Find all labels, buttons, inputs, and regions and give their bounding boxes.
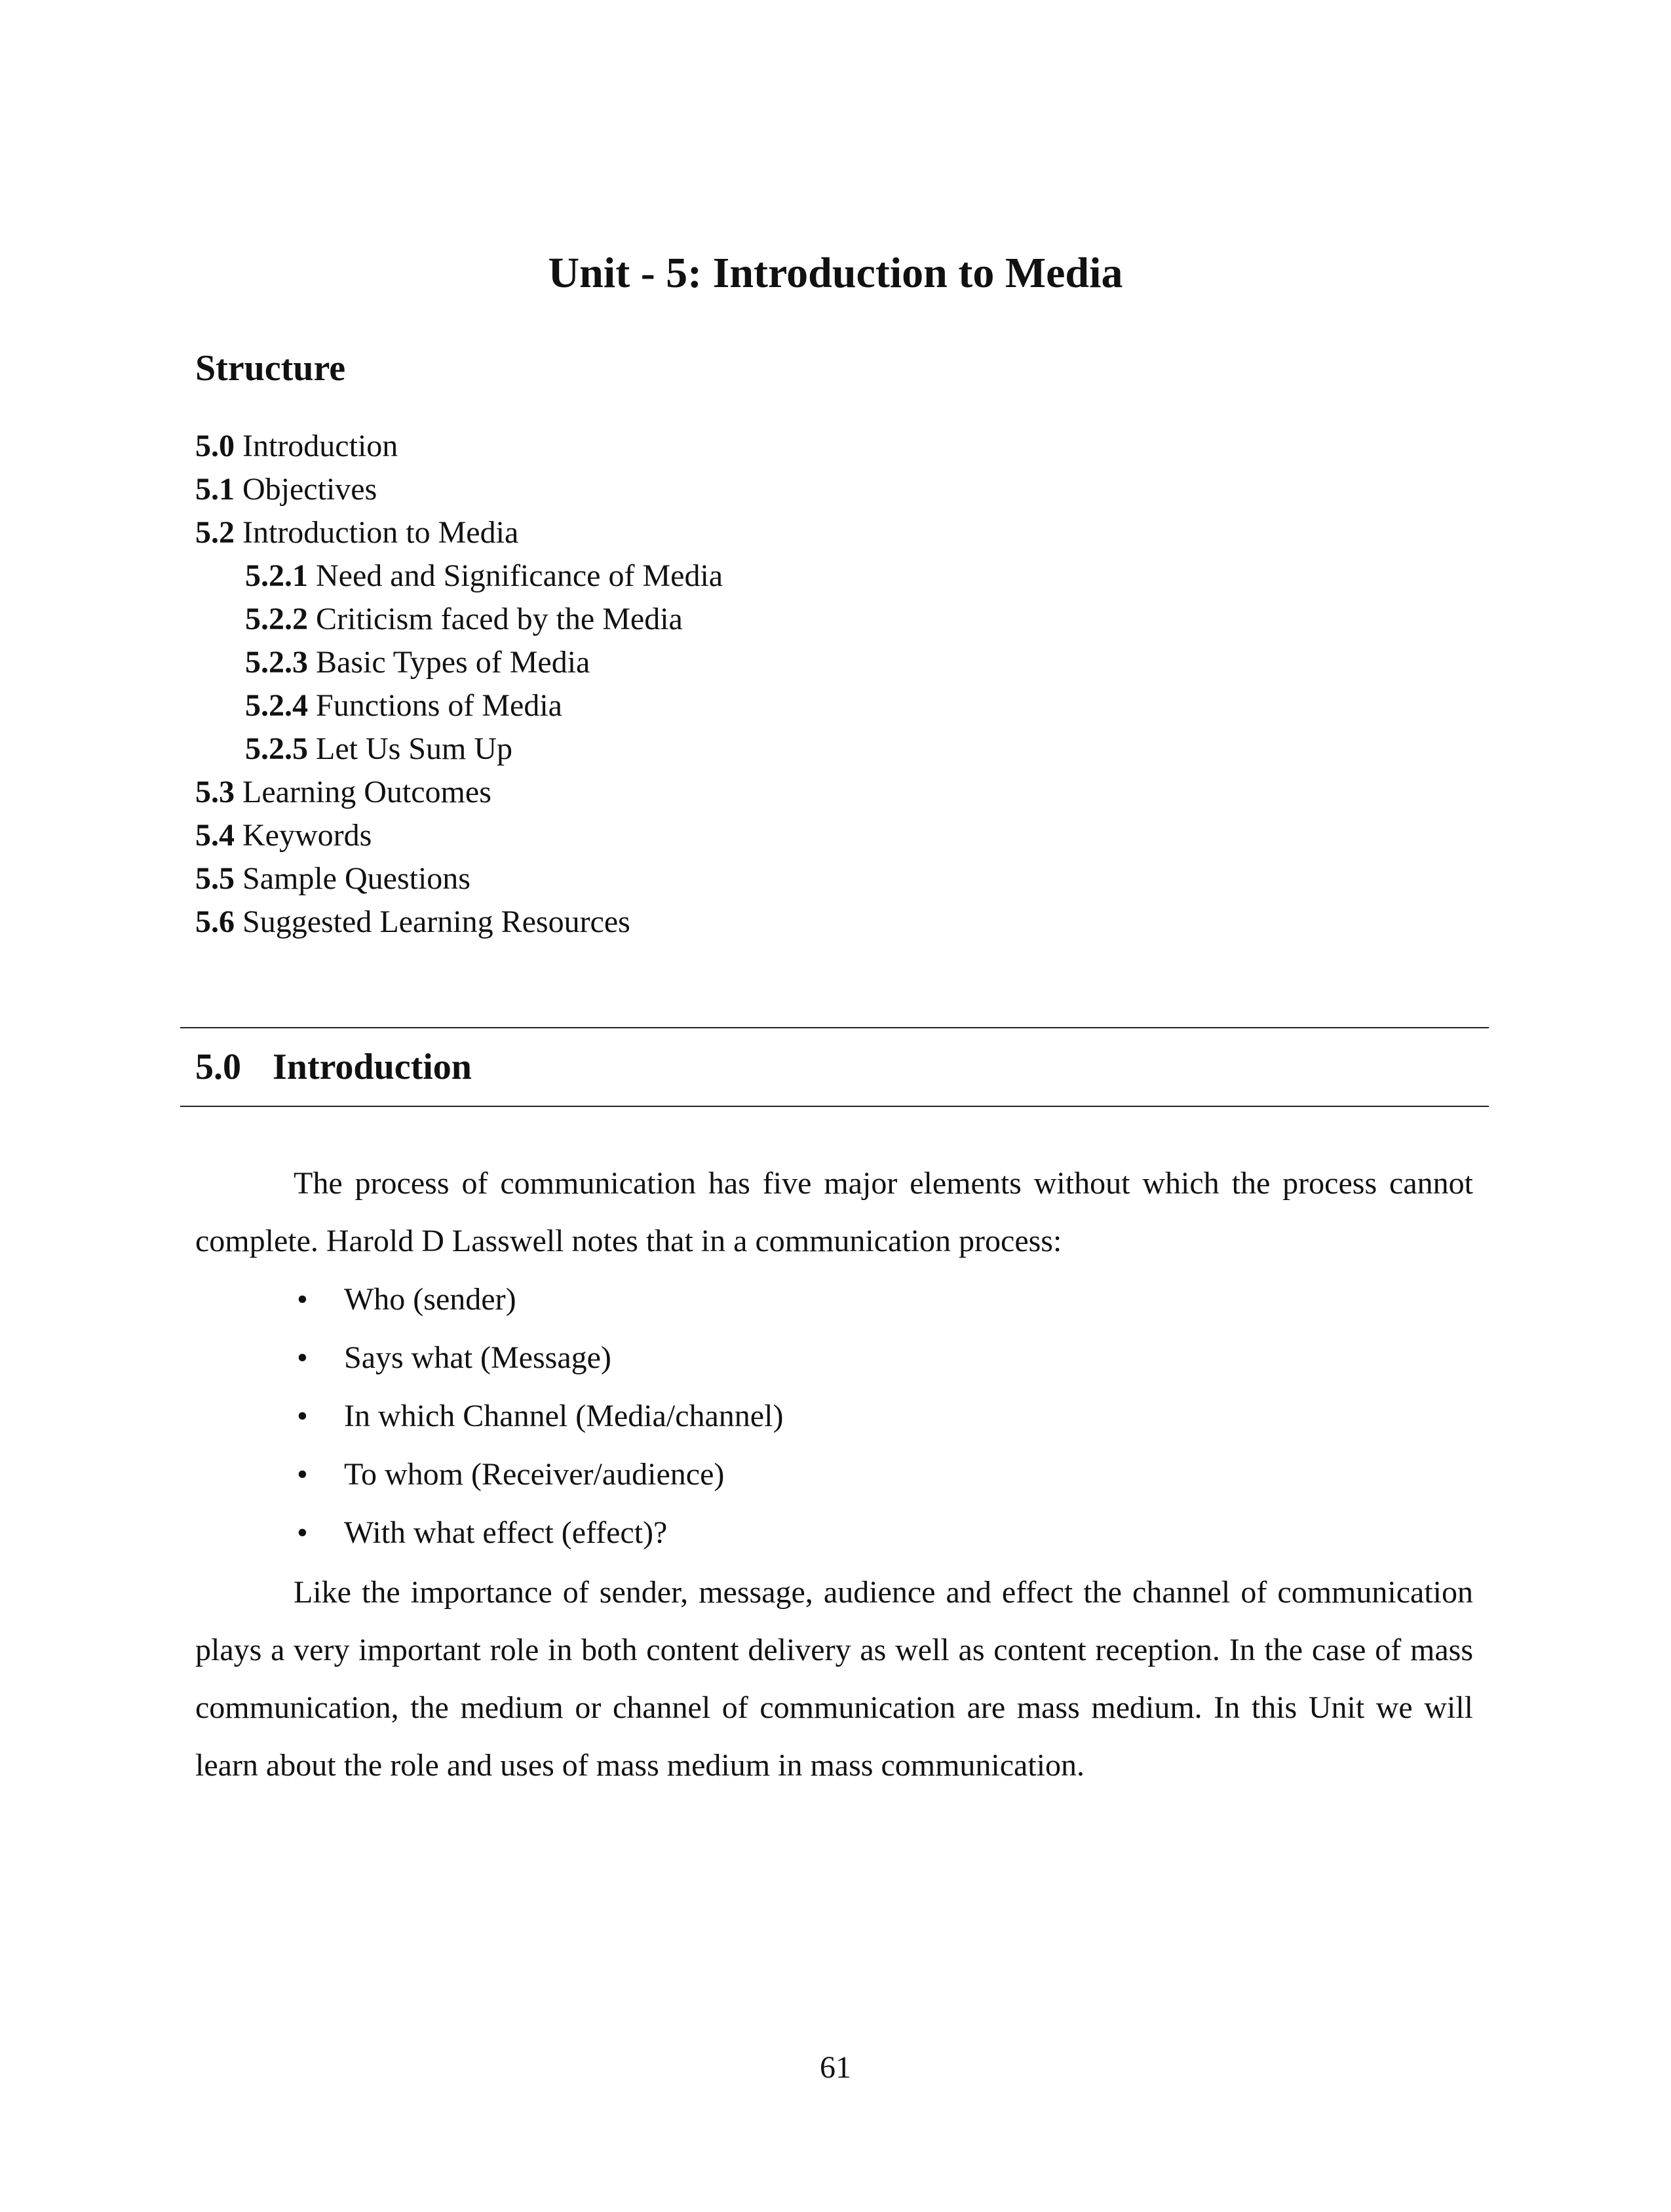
section-title: Introduction — [273, 1047, 472, 1087]
toc-item-label: Need and Significance of Media — [316, 558, 723, 593]
toc-item — [195, 468, 723, 511]
toc-item-label: Keywords — [242, 818, 372, 853]
toc-subitem — [195, 728, 723, 771]
page-number: 61 — [820, 2050, 851, 2085]
toc-item-number: 5.4 — [195, 818, 235, 853]
toc-item-number: 5.2.4 — [245, 688, 308, 723]
toc-item-label: Objectives — [242, 472, 377, 507]
list-item — [292, 1270, 783, 1329]
list-item-text: With what effect (effect)? — [344, 1515, 668, 1550]
toc-item-number: 5.6 — [195, 904, 235, 939]
section-number: 5.0 — [195, 1047, 241, 1087]
unit-title: Unit - 5: Introduction to Media — [548, 249, 1123, 297]
list-item — [292, 1445, 783, 1504]
list-item-text: To whom (Receiver/audience) — [344, 1457, 725, 1492]
list-item-text: In which Channel (Media/channel) — [344, 1399, 784, 1433]
toc-item — [195, 511, 723, 554]
toc-item-number: 5.0 — [195, 429, 235, 463]
toc-subitem — [195, 684, 723, 728]
list-item-text: Says what (Message) — [344, 1340, 611, 1375]
toc-item-label: Sample Questions — [242, 861, 471, 896]
list-item — [292, 1329, 783, 1387]
toc-item-number: 5.2.5 — [245, 731, 308, 766]
channel-paragraph: Like the importance of sender, message, audience and effect the channel of communication plays a very important role in both content delivery as well as content reception. In the case of mass communication, the medium or channel of communication are mass medium. In this Unit we will learn about the role and uses of mass medium in mass communication. — [195, 1575, 1473, 1783]
toc-item-number: 5.1 — [195, 472, 235, 507]
toc-item — [195, 901, 723, 944]
toc-item-label: Basic Types of Media — [316, 645, 590, 680]
section-rule-top — [180, 1027, 1489, 1028]
bullet-icon: • — [297, 1515, 308, 1550]
toc-item-number: 5.2.2 — [245, 602, 308, 636]
toc-item — [195, 857, 723, 901]
toc-item-number: 5.2.3 — [245, 645, 308, 680]
toc-item — [195, 425, 723, 468]
toc-item — [195, 814, 723, 857]
toc-item-label: Suggested Learning Resources — [242, 904, 630, 939]
toc-item-number: 5.5 — [195, 861, 235, 896]
toc-item-label: Introduction — [242, 429, 398, 463]
toc-item-label: Criticism faced by the Media — [316, 602, 683, 636]
toc-item-number: 5.2 — [195, 515, 235, 550]
list-item — [292, 1387, 783, 1445]
list-item-text: Who (sender) — [344, 1282, 516, 1317]
toc-subitem — [195, 641, 723, 684]
bullet-icon: • — [297, 1399, 308, 1433]
toc-item-label: Functions of Media — [316, 688, 562, 723]
toc-subitem — [195, 554, 723, 598]
bullet-icon: • — [297, 1282, 308, 1317]
toc-item-number: 5.2.1 — [245, 558, 308, 593]
toc-item — [195, 771, 723, 814]
lasswell-element-list — [292, 1270, 783, 1562]
toc-subitem — [195, 598, 723, 641]
structure-heading: Structure — [195, 348, 346, 389]
toc-item-label: Let Us Sum Up — [316, 731, 512, 766]
toc-item-label: Learning Outcomes — [242, 775, 491, 809]
toc-item-label: Introduction to Media — [242, 515, 519, 550]
section-rule-bottom — [180, 1106, 1489, 1107]
list-item — [292, 1504, 783, 1562]
toc-item-number: 5.3 — [195, 775, 235, 809]
section-heading — [195, 1041, 472, 1093]
structure-list — [195, 425, 723, 944]
intro-paragraph: The process of communication has five major elements without which the process cannot complete. Harold D Lasswell notes that in a communication process: — [195, 1166, 1473, 1258]
bullet-icon: • — [297, 1457, 308, 1492]
bullet-icon: • — [297, 1340, 308, 1375]
